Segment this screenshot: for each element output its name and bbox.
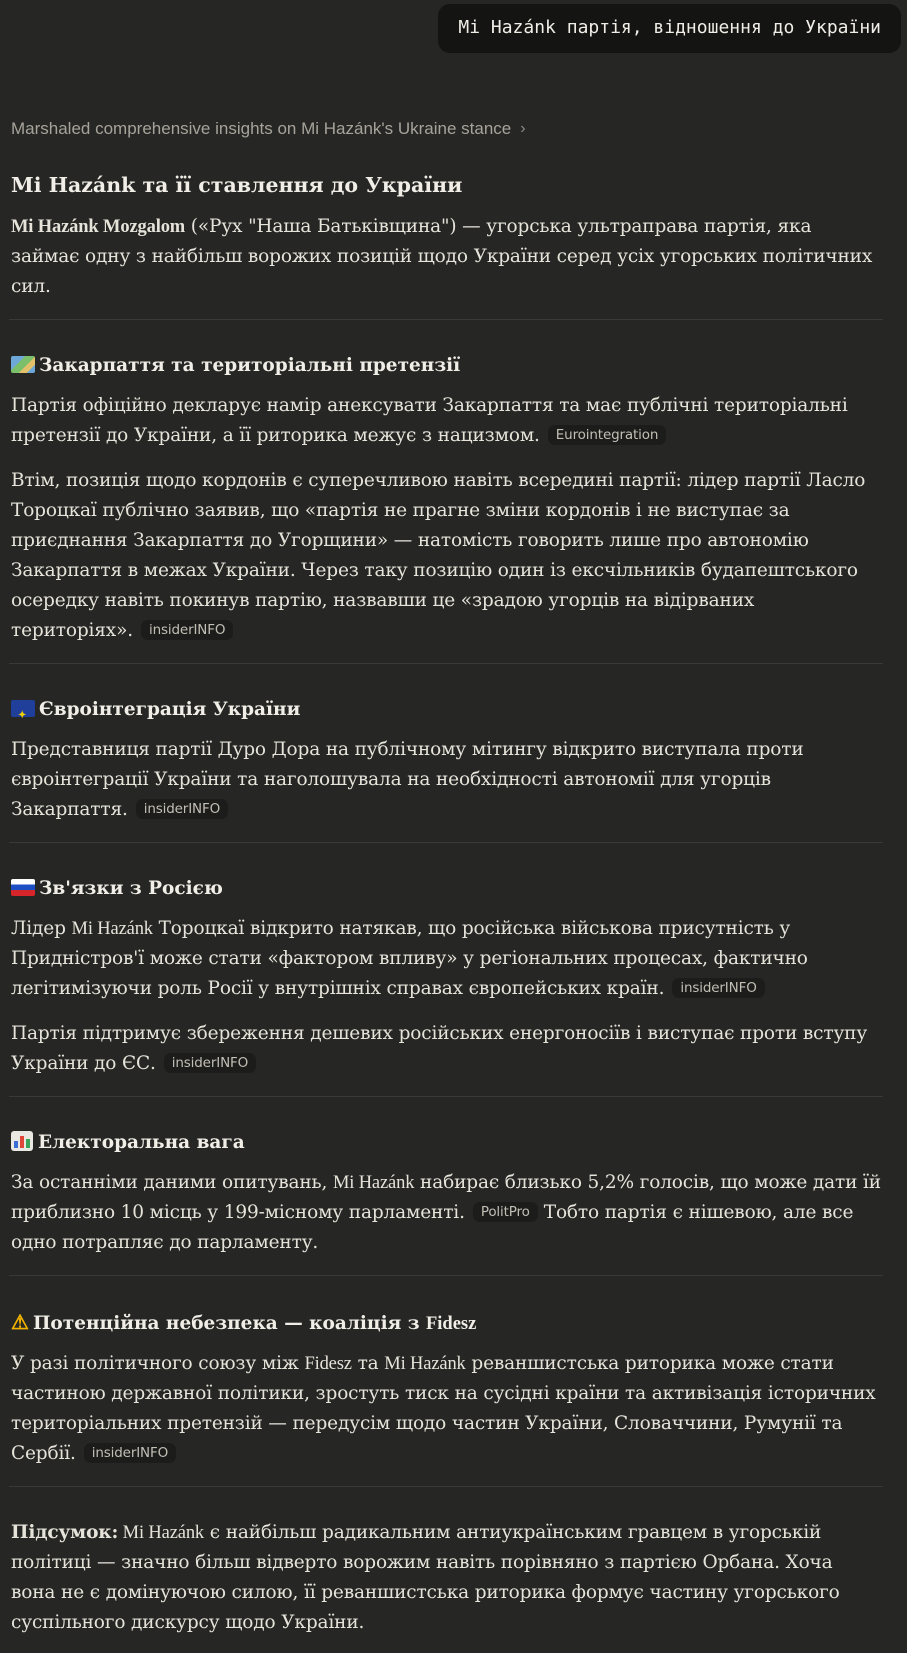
thinking-summary-toggle[interactable] [11,119,526,139]
paragraph: У разі політичного союзу між Fidesz та Mi Hazánk реваншистська риторика може стати частиною державної політики, зростуть тиск на сусідні країни та активізація історичних територіальних претензій — передусім щодо частин України, Словаччини, Румунії та Сербії. insiderINFO [11,1353,876,1464]
chevron-right-icon: › [520,120,526,137]
paragraph: Представниця партії Дуро Дора на публічному мітингу відкрито виступала проти євроінтеграції України та наголошувала на необхідності автономії для угорців Закарпаття. insiderINFO [11,739,804,820]
response-title: Mi Hazánk та її ставлення до України [11,173,463,197]
map-icon [11,356,35,373]
section-heading-electoral: Електоральна вага [11,1128,881,1158]
source-badge[interactable]: insiderINFO [136,799,228,819]
source-badge[interactable]: PolitPro [473,1202,538,1222]
source-badge[interactable]: insiderINFO [84,1443,176,1463]
paragraph: Партія підтримує збереження дешевих російських енергоносіїв і виступає проти вступу України до ЄС. insiderINFO [11,1023,868,1074]
user-message-text: Mi Hazánk партія, відношення до України [458,17,881,38]
intro-paragraph: Mi Hazánk Mozgalom («Рух "Наша Батьківщина") — угорська ультраправа партія, яка займає одну з найбільш ворожих позицій щодо України серед усіх угорських політичних сил. [11,216,873,297]
source-badge[interactable]: insiderINFO [164,1053,256,1073]
paragraph: Лідер Mi Hazánk Тороцкаї відкрито натякав, що російська військова присутність у Придністров'ї може стати «фактором впливу» у регіональних процесах, фактично легітимізуючи роль Росії у внутрішніх справах європейських країн. insiderINFO [11,918,808,999]
divider [9,1486,883,1487]
divider [9,1096,883,1097]
section-heading-coalition: ⚠ Потенційна небезпека — коаліція з Fidesz [11,1310,477,1334]
section-heading-eurointegration: ✦Євроінтеграція України [11,695,881,725]
divider [9,842,883,843]
source-badge[interactable]: Eurointegration [548,425,667,445]
party-name: Mi Hazánk Mozgalom [11,217,186,237]
paragraph: Втім, позиція щодо кордонів є суперечливою навіть всередині партії: лідер партії Ласло Тороцкаї публічно заявив, що «партія не прагне зміни кордонів і не виступає за приєднання Закарпаття до Угорщини» — натомість говорить лише про автономію Закарпаття в межах України. Через таку позицію один із ексчільників будапештського осередку навіть покинув партію, назвавши це «зрадою угорців на відірваних територіях». insiderINFO [11,470,866,641]
divider [9,319,883,320]
source-badge[interactable]: insiderINFO [141,620,233,640]
section-heading-transcarpathia: Закарпаття та територіальні претензії [11,351,881,381]
warning-icon: ⚠ [11,1310,29,1334]
summary-paragraph: Підсумок: Mi Hazánk є найбільш радикальним антиукраїнським гравцем в угорській політиці — значно більш відверто ворожим навіть порівняно з партією Орбана. Хоча вона не є домінуючою силою, її реваншистська риторика формує частину угорського суспільного дискурсу щодо України. [11,1522,840,1633]
paragraph: Партія офіційно декларує намір анексувати Закарпаття та має публічні територіальні претензії до України, а її риторика межує з нацизмом. Eurointegration [11,395,848,446]
source-badge[interactable]: insiderINFO [672,978,764,998]
eu-flag-icon [11,700,35,717]
thinking-summary-text: Marshaled comprehensive insights on Mi Hazánk's Ukraine stance [11,119,512,138]
russia-flag-icon [11,879,35,896]
divider [9,1275,883,1276]
assistant-response [11,170,881,1653]
summary-label: Підсумок: [11,1522,119,1543]
user-message-bubble [438,4,901,53]
bar-chart-icon [11,1131,33,1151]
section-heading-russia: Зв'язки з Росією [11,874,881,904]
paragraph: За останніми даними опитувань, Mi Hazánk набирає близько 5,2% голосів, що може дати їй приблизно 10 місць у 199-місному парламенті. PolitPro Тобто партія є нішевою, але все одно потрапляє до парламенту. [11,1172,881,1253]
divider [9,663,883,664]
